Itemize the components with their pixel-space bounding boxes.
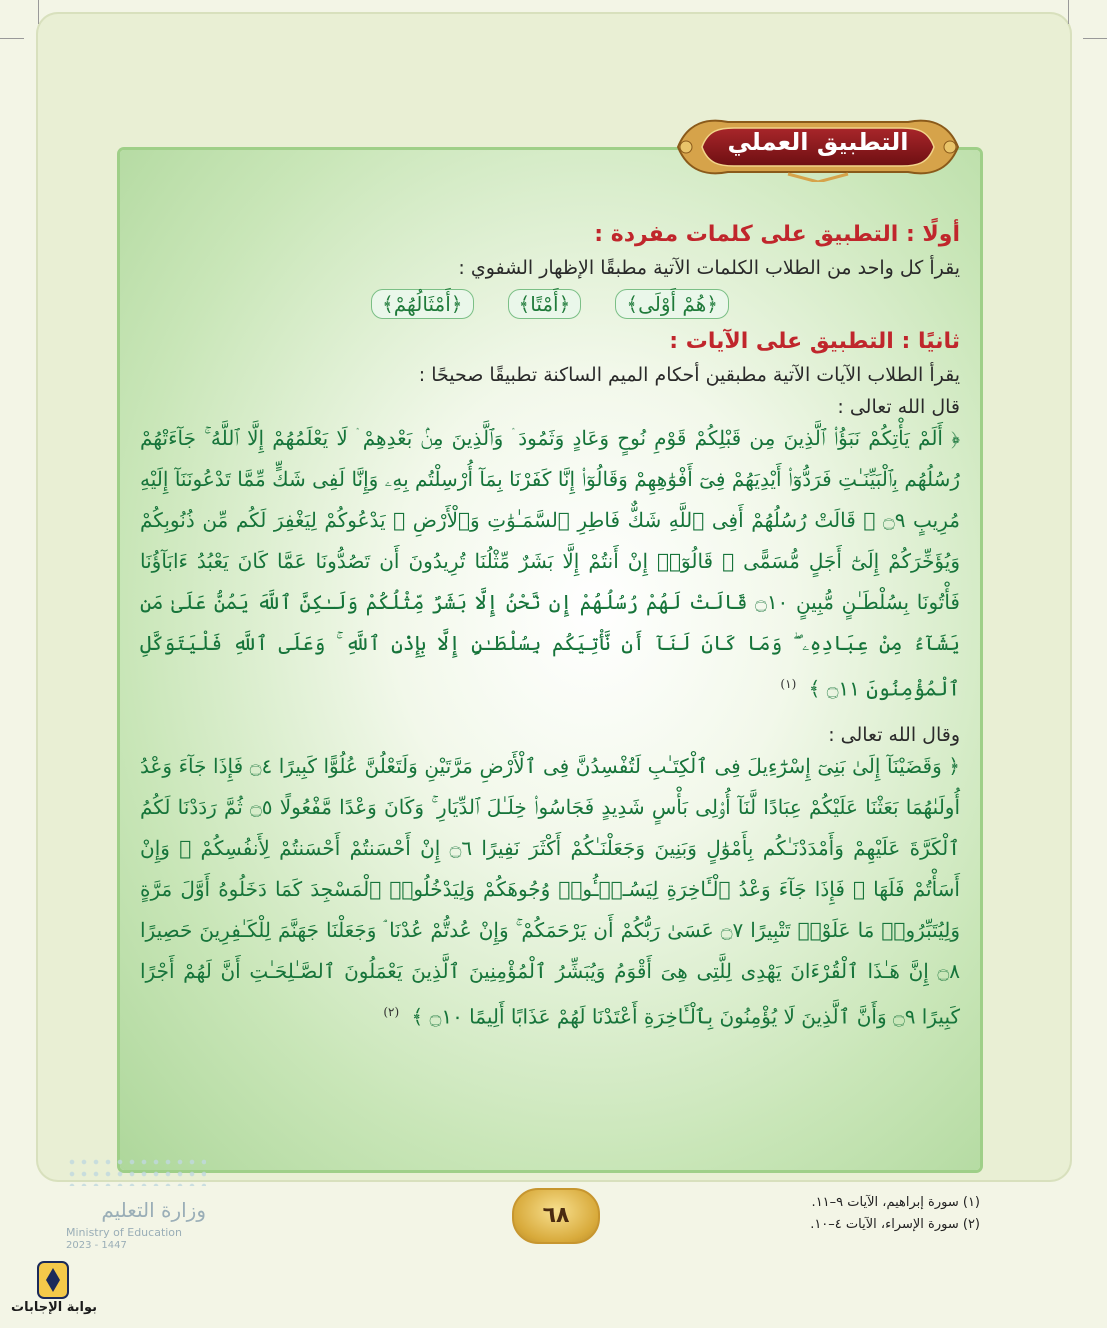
ministry-name-en: Ministry of Education bbox=[66, 1226, 183, 1239]
ministry-name-ar: وزارة التعليم bbox=[101, 1198, 206, 1222]
banner-title: التطبيق العملي bbox=[727, 128, 909, 156]
verse-text-2: ﴿ وَقَضَيْنَآ إِلَىٰ بَنِىٓ إِسْرَٰٓءِيلَ فِى ٱلْكِتَـٰبِ لَتُفْسِدُنَّ فِى ٱلْأَرْضِ مَرَّتَيْنِ وَلَتَعْلُنَّ عُلُوًّا كَبِيرًا ۝٤ فَإِذَا جَآءَ وَعْدُ أُولَىٰهُمَا بَعَثْنَا عَلَيْكُمْ عِبَادًا لَّنَآ أُو۟لِى بَأْسٍ شَدِيدٍ فَجَاسُوا۟ خِلَـٰلَ ٱلدِّيَارِ ۚ وَكَانَ وَعْدًا مَّفْعُولًا ۝٥ ثُمَّ رَدَدْنَا لَكُمُ ٱلْكَرَّةَ عَلَيْهِمْ وَأَمْدَدْنَـٰكُم بِأَمْوَٰلٍ وَبَنِينَ وَجَعَلْنَـٰكُمْ أَكْثَرَ نَفِيرًا ۝٦ إِنْ أَحْسَنتُمْ أَحْسَنتُمْ لِأَنفُسِكُمْ ۖ وَإِنْ أَسَأْتُمْ فَلَهَا ۚ فَإِذَا جَآءَ وَعْدُ ٱلْـَٔاخِرَةِ لِيَسُـۥٓـُٔوا۟ وُجُوهَكُمْ وَلِيَدْخُلُوا۟ ٱلْمَسْجِدَ كَمَا دَخَلُوهُ أَوَّلَ مَرَّةٍ وَلِيُتَبِّرُوا۟ مَا عَلَوْا۟ تَتْبِيرًا ۝٧ عَسَىٰ رَبُّكُمْ أَن يَرْحَمَكُمْ ۚ وَإِنْ عُدتُّمْ عُدْنَا ۘ وَجَعَلْنَا جَهَنَّمَ لِلْكَـٰفِرِينَ حَصِيرًا ۝٨ إِنَّ هَـٰذَا ٱلْقُرْءَانَ يَهْدِى لِلَّتِى هِىَ أَقْوَمُ وَيُبَشِّرُ ٱلْمُؤْمِنِينَ ٱلَّذِينَ يَعْمَلُونَ ٱلصَّـٰلِحَـٰتِ أَنَّ لَهُمْ أَجْرًا كَبِيرًا ۝٩ وَأَنَّ ٱلَّذِينَ لَا يُؤْمِنُونَ بِٱلْـَٔاخِرَةِ أَعْتَدْنَا لَهُمْ عَذَابًا أَلِيمًا ۝١٠ ﴾ bbox=[140, 753, 961, 1029]
crop-mark bbox=[1068, 0, 1069, 24]
section1-heading: أولًا : التطبيق على كلمات مفردة : bbox=[594, 222, 960, 247]
crop-mark bbox=[0, 38, 24, 39]
footnote-item: (١) سورة إبراهيم، الآيات ٩–١١. bbox=[811, 1195, 980, 1210]
footnotes bbox=[740, 1192, 980, 1236]
section-banner bbox=[668, 112, 968, 182]
section2-heading: ثانيًا : التطبيق على الآيات : bbox=[669, 329, 960, 354]
verse-block-2 bbox=[140, 746, 960, 1038]
footnote-ref-2: (٢) bbox=[383, 1004, 400, 1019]
ministry-year: 2023 - 1447 bbox=[66, 1240, 127, 1251]
word-list bbox=[140, 289, 960, 319]
section1-instruction: يقرأ كل واحد من الطلاب الكلمات الآتية مطبقًا الإظهار الشفوي : bbox=[458, 257, 960, 279]
footnote-ref-1: (١) bbox=[780, 677, 797, 691]
verse-intro-1: قال الله تعالى : bbox=[837, 396, 960, 418]
ministry-dots-icon bbox=[66, 1156, 206, 1186]
verse-block-1 bbox=[140, 418, 960, 710]
section2-instruction: يقرأ الطلاب الآيات الآتية مطبقين أحكام الميم الساكنة تطبيقًا صحيحًا : bbox=[418, 364, 960, 386]
word-item: ﴿أَمْتًا﴾ bbox=[508, 289, 582, 319]
site-name: بوابة الإجابات bbox=[11, 1300, 97, 1315]
site-logo-icon bbox=[8, 1258, 98, 1302]
word-item: ﴿هُمْ أَوْلَى﴾ bbox=[615, 289, 729, 319]
verse-text-1: ﴿ أَلَمْ يَأْتِكُمْ نَبَؤُا۟ ٱلَّذِينَ مِن قَبْلِكُمْ قَوْمِ نُوحٍ وَعَادٍ وَثَمُودَ ۛ وَٱلَّذِينَ مِنۢ بَعْدِهِمْ ۛ لَا يَعْلَمُهُمْ إِلَّا ٱللَّهُ ۚ جَآءَتْهُمْ رُسُلُهُم بِٱلْبَيِّنَـٰتِ فَرَدُّوٓا۟ أَيْدِيَهُمْ فِىٓ أَفْوَٰهِهِمْ وَقَالُوٓا۟ إِنَّا كَفَرْنَا بِمَآ أُرْسِلْتُم بِهِۦ وَإِنَّا لَفِى شَكٍّ مِّمَّا تَدْعُونَنَآ إِلَيْهِ مُرِيبٍ ۝٩ ۞ قَالَتْ رُسُلُهُمْ أَفِى ٱللَّهِ شَكٌّ فَاطِرِ ٱلسَّمَـٰوَٰتِ وَٱلْأَرْضِ ۖ يَدْعُوكُمْ لِيَغْفِرَ لَكُم مِّن ذُنُوبِكُمْ وَيُؤَخِّرَكُمْ إِلَىٰٓ أَجَلٍ مُّسَمًّى ۚ قَالُوٓا۟ إِنْ أَنتُمْ إِلَّا بَشَرٌ مِّثْلُنَا تُرِيدُونَ أَن تَصُدُّونَا عَمَّا كَانَ يَعْبُدُ ءَابَآؤُنَا فَأْتُونَا بِسُلْطَـٰنٍ مُّبِينٍ ۝١٠ قَالَتْ لَهُمْ رُسُلُهُمْ إِن نَّحْنُ إِلَّا بَشَرٌ مِّثْلُكُمْ وَلَـٰكِنَّ ٱللَّهَ يَمُنُّ عَلَىٰ مَن يَشَآءُ مِنْ عِبَادِهِۦ ۖ وَمَا كَانَ لَنَآ أَن نَّأْتِيَكُم بِسُلْطَـٰنٍ إِلَّا بِإِذْنِ ٱللَّهِ ۚ وَعَلَى ٱللَّهِ فَلْيَتَوَكَّلِ ٱلْمُؤْمِنُونَ ۝١١ ﴾ bbox=[140, 426, 960, 701]
crop-mark bbox=[1083, 38, 1107, 39]
crop-mark bbox=[38, 0, 39, 24]
footnote-item: (٢) سورة الإسراء، الآيات ٤–١٠. bbox=[810, 1217, 980, 1232]
ministry-logo bbox=[66, 1156, 206, 1251]
verse-intro-2: وقال الله تعالى : bbox=[828, 723, 960, 746]
word-item: ﴿أَمْثَالُهُمْ﴾ bbox=[371, 289, 473, 319]
lesson-content bbox=[140, 222, 960, 1051]
page-number: ٦٨ bbox=[512, 1188, 600, 1244]
